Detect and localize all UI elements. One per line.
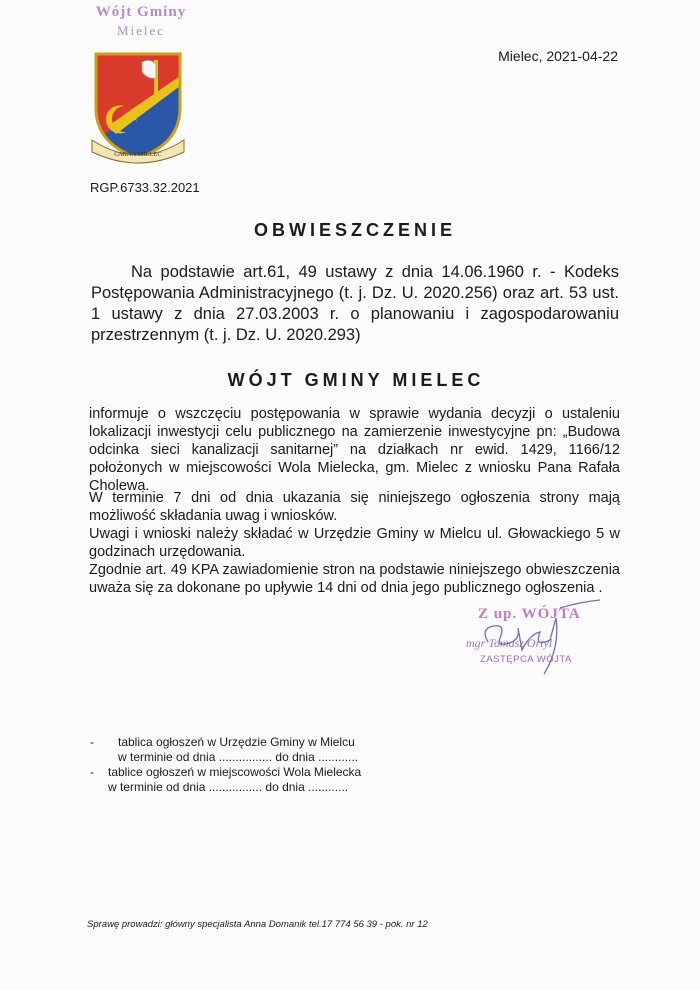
bullet-dash: - <box>90 765 94 779</box>
signature-stamp <box>460 598 610 678</box>
instructions-paragraph <box>89 489 620 597</box>
distribution-list <box>90 735 450 795</box>
signature-name: mgr Tomasz Ortyl <box>466 636 553 650</box>
distribution-place: tablice ogłoszeń w miejscowości Wola Mielecka <box>108 765 362 779</box>
stamp-line-2: Mielec <box>116 23 166 38</box>
case-handler-footer: Sprawę prowadzi: główny specjalista Anna Domanik tel.17 774 56 39 - pok. nr 12 <box>87 919 428 930</box>
distribution-term: w terminie od dnia ................ do dnia ............ <box>118 750 359 764</box>
notice-paragraph: informuje o wszczęciu postępowania w sprawie wydania decyzji o ustaleniu lokalizacji inwestycji celu publicznego na zamierzenie inwestycyjne pn: „Budowa odcinka sieci kanalizacji sanitarnej” na działkach nr ewid. 1429, 1166/12 położonych w miejscowości Wola Mielecka, gm. Mielec z wniosku Pana Rafała Cholewa. <box>89 406 620 494</box>
coat-of-arms-icon <box>88 48 188 170</box>
kpa-text: Zgodnie art. 49 KPA zawiadomienie stron na podstawie niniejszego obwieszczenia uważa się za dokonane po upływie 14 dni od dnia jego publicznego ogłoszenia . <box>89 562 620 596</box>
legal-basis-paragraph: Na podstawie art.61, 49 ustawy z dnia 14.06.1960 r. - Kodeks Postępowania Administracyjnego (t. j. Dz. U. 2020.256) oraz art. 53 ust. 1 ustawy z dnia 27.03.2003 r. o planowaniu i zagospodarowaniu przestrzennym (t. j. Dz. U. 2020.293) <box>91 263 619 344</box>
signature-authority: Z up. WÓJTA <box>478 606 581 622</box>
svg-text:GMINA MIELEC: GMINA MIELEC <box>114 151 162 158</box>
distribution-place: tablica ogłoszeń w Urzędzie Gminy w Mielcu <box>118 735 355 749</box>
reference-number: RGP.6733.32.2021 <box>90 180 200 195</box>
document-date: Mielec, 2021-04-22 <box>498 48 618 64</box>
submission-text: Uwagi i wnioski należy składać w Urzędzie Gminy w Mielcu ul. Głowackiego 5 w godzinach urzędowania. <box>89 526 620 560</box>
deadline-text: W terminie 7 dni od dnia ukazania się niniejszego ogłoszenia strony mają możliwość składania uwag i wniosków. <box>89 490 620 524</box>
bullet-dash: - <box>90 735 94 749</box>
handwritten-signature-icon <box>460 598 610 678</box>
signature-role: ZASTĘPCA WÓJTA <box>480 654 572 665</box>
office-stamp <box>66 4 216 39</box>
document-title: OBWIESZCZENIE <box>253 220 456 240</box>
distribution-item <box>90 735 450 765</box>
stamp-line-1: Wójt Gminy <box>95 4 187 20</box>
distribution-item <box>90 765 450 795</box>
distribution-term: w terminie od dnia ................ do dnia ............ <box>108 780 349 794</box>
issuer-heading: WÓJT GMINY MIELEC <box>227 370 485 390</box>
